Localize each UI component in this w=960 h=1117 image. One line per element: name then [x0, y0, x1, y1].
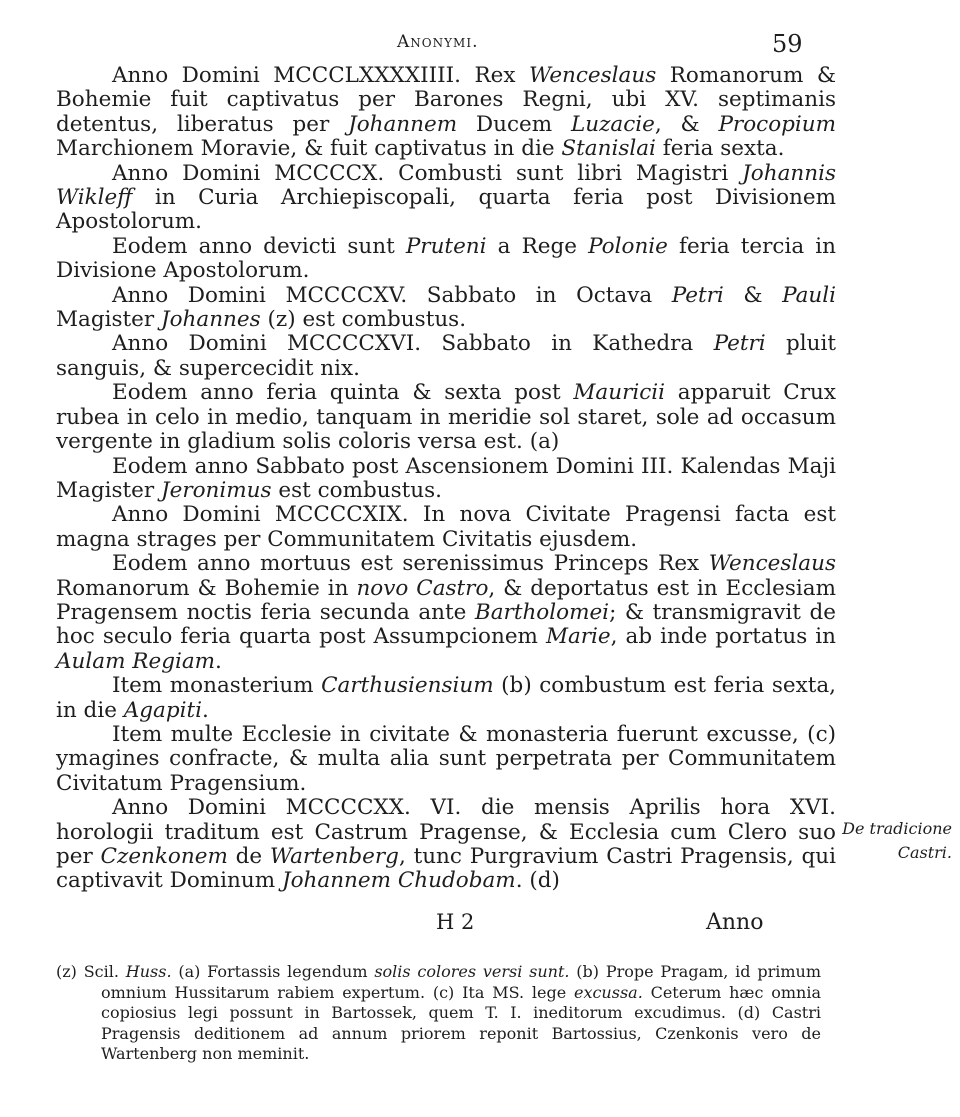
- page-number: 59: [772, 30, 803, 58]
- paragraph: Anno Domini MCCCLXXXXIIII. Rex Wenceslaus Romanorum & Bohemie fuit captivatus per Barones Regni, ubi XV. septimanis detentus, liberatus per Johannem Ducem Luzacie, & Procopium Marchionem Moravie, & fuit captivatus in die Stanislai feria sexta.: [56, 63, 837, 162]
- paragraph: Eodem anno devicti sunt Pruteni a Rege Polonie feria tercia in Divisione Apostolorum.: [56, 233, 836, 284]
- paragraph: Eodem anno Sabbato post Ascensionem Domini III. Kalendas Maji Magister Jeronimus est combustus.: [56, 453, 836, 503]
- paragraph: Eodem anno mortuus est serenissimus Princeps Rex Wenceslaus Romanorum & Bohemie in novo Castro, & deportatus est in Ecclesiam Pragensem noctis feria secunda ante Bartholomei; & transmigravit de hoc seculo feria quarta post Assumpcionem Marie, ab inde portatus in Aulam Regiam.: [56, 551, 837, 674]
- paragraph: Anno Domini MCCCCX. Combusti sunt libri Magistri Johannis Wikleff in Curia Archiepiscopali, quarta feria post Divisionem Apostolorum.: [56, 160, 836, 235]
- page-header: [0, 30, 960, 60]
- paragraph: Eodem anno feria quinta & sexta post Mauricii apparuit Crux rubea in celo in medio, tanquam in meridie sol staret, sole ad occasum vergente in gladium solis coloris versa est. (a): [56, 380, 836, 455]
- footnotes: [56, 962, 821, 1065]
- paragraph: Anno Domini MCCCCXIX. In nova Civitate Pragensi facta est magna strages per Communitatem Civitatis ejusdem.: [56, 502, 836, 552]
- signature-line: [56, 910, 836, 940]
- paragraph: Anno Domini MCCCCXVI. Sabbato in Kathedra Petri pluit sanguis, & supercecidit nix.: [56, 331, 836, 381]
- signature-mark: H 2: [436, 910, 475, 934]
- body-text: [56, 64, 836, 894]
- paragraph: Anno Domini MCCCCXX. VI. die mensis Aprilis hora XVI. horologii traditum est Castrum Pragense, & Ecclesia cum Clero suo per Czenkonem de Wartenberg, tunc Purgravium Castri Pragensis, qui captivavit Dominum Johannem Chudobam. (d): [56, 795, 837, 894]
- margin-note: De tradicione Castri.: [842, 819, 952, 862]
- paragraph: Anno Domini MCCCCXV. Sabbato in Octava Petri & Pauli Magister Johannes (z) est combustus.: [56, 282, 836, 333]
- footnote-text: (z) Scil. Huss. (a) Fortassis legendum solis colores versi sunt. (b) Prope Pragam, id primum omnium Hussitarum rabiem expertum. (c) Ita MS. lege excussa. Ceterum hæc omnia copiosius legi possunt in Bartossek, quem T. I. ineditorum excudimus. (d) Castri Pragensis deditionem ad annum priorem reponit Bartossius, Czenkonis vero de Wartenberg non meminit.: [56, 962, 822, 1063]
- catchword: Anno: [706, 910, 764, 935]
- paragraph: Item multe Ecclesie in civitate & monasteria fuerunt excusse, (c) ymagines confracte, & multa alia sunt perpetrata per Communitatem Civitatum Pragensium.: [56, 721, 836, 796]
- paragraph: Item monasterium Carthusiensium (b) combustum est feria sexta, in die Agapiti.: [56, 673, 836, 723]
- running-title: Anonymi.: [397, 32, 479, 52]
